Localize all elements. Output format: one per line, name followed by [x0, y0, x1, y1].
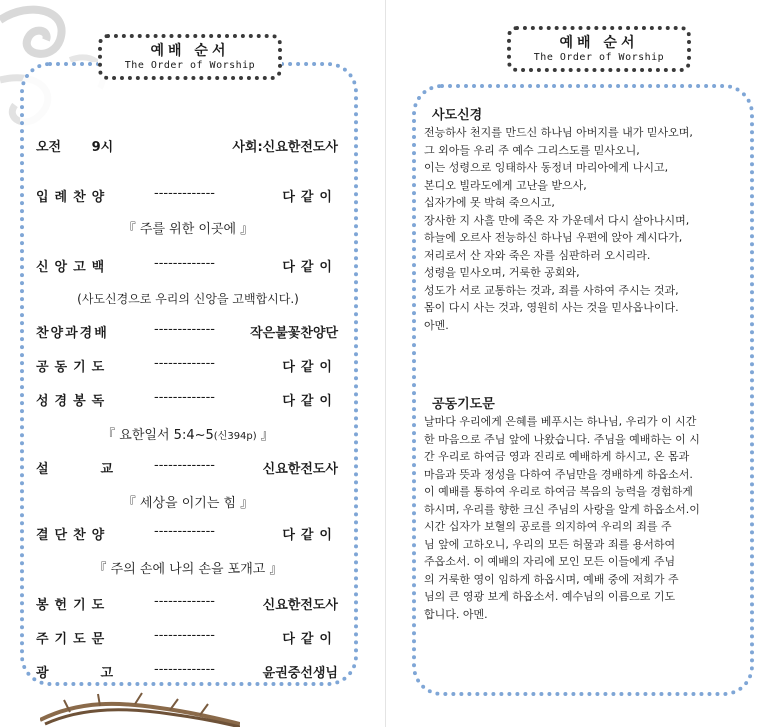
item-value: 신요한전도사 — [262, 462, 338, 477]
order-item — [36, 524, 338, 544]
order-item — [36, 356, 338, 376]
text-line: 십자가에 못 박혀 죽으시고, — [424, 196, 555, 209]
item-value: 다같이 — [282, 394, 338, 409]
order-item — [36, 628, 338, 648]
order-item — [36, 256, 338, 276]
item-dashes: ------------- — [154, 662, 215, 677]
order-item — [36, 322, 338, 342]
creed-title: 사도신경 — [432, 108, 483, 123]
item-dashes: ------------- — [154, 458, 215, 473]
item-label: 신앙고백 — [36, 260, 111, 275]
item-dashes: ------------- — [154, 256, 215, 271]
item-label: 입례찬양 — [36, 190, 111, 205]
item-value: 다같이 — [282, 260, 338, 275]
item-value: 다같이 — [282, 360, 338, 375]
sermon-title: 『 세상을 이기는 힘 』 — [122, 496, 254, 511]
text-line: 마음과 뜻과 정성을 다하여 주님만을 경배하게 하옵소서. — [424, 467, 693, 481]
item-dashes: ------------- — [154, 186, 215, 201]
item-value: 다같이 — [282, 528, 338, 543]
text-line: 하시며, 우리를 향한 크신 주님의 사랑을 알게 하옵소서.이 — [424, 502, 700, 516]
item-dashes: ------------- — [154, 322, 215, 337]
scripture-text: 『 요한일서 5:4~5 — [102, 428, 214, 443]
order-item — [36, 594, 338, 614]
scripture-end: 』 — [256, 428, 274, 443]
item-label: 공동기도 — [36, 360, 111, 375]
text-line: 몸이 다시 사는 것과, 영원히 사는 것을 믿사옵나이다. — [424, 301, 679, 314]
item-dashes: ------------- — [154, 390, 215, 405]
text-line: 이 예배를 통하여 우리로 하여금 복음의 능력을 경험하게 — [424, 485, 693, 498]
prayer-text — [424, 413, 742, 623]
text-line: 성도가 서로 교통하는 것과, 죄를 사하여 주시는 것과, — [424, 283, 679, 297]
text-line: 날마다 우리에게 은혜를 베푸시는 하나님, 우리가 이 시간 — [424, 415, 697, 428]
order-item — [36, 186, 338, 206]
item-label: 찬양과경배 — [36, 326, 109, 341]
header-korean-title: 예배 순서 — [150, 43, 230, 59]
item-value: 신요한전도사 — [262, 598, 338, 613]
text-line: 성령을 믿사오며, 거룩한 공회와, — [424, 266, 580, 279]
text-line: 전능하사 천지를 만드신 하나님 아버지를 내가 믿사오며, — [424, 126, 693, 139]
creed-text — [424, 124, 742, 334]
hymn-title: 『 주를 위한 이곳에 』 — [122, 222, 254, 237]
header-english-title: The Order of Worship — [533, 52, 665, 63]
item-label: 봉헌기도 — [36, 598, 111, 613]
text-line: 님 앞에 고하오니, 우리의 모든 허물과 죄를 용서하여 — [424, 537, 676, 551]
prayer-header — [507, 26, 691, 72]
text-line: 주옵소서. 이 예배의 자리에 모인 모든 이들에게 주님 — [424, 555, 676, 568]
order-item — [36, 458, 338, 478]
order-header — [98, 34, 282, 80]
thorn-crown-illustration — [40, 690, 240, 727]
item-value: 작은불꽃찬양단 — [250, 326, 338, 341]
item-dashes: ------------- — [154, 524, 215, 539]
text-line: 저리로서 산 자와 죽은 자를 심판하러 오시리라. — [424, 248, 651, 262]
time-row — [36, 136, 338, 156]
text-line: 장사한 지 사흘 만에 죽은 자 가운데서 다시 살아나시며, — [424, 213, 690, 227]
text-line: 시간 십자가 보혈의 공로를 의지하여 우리의 죄를 주 — [424, 520, 672, 533]
presider: 사회:신요한전도사 — [232, 140, 338, 155]
scripture-page: (신394p) — [213, 431, 257, 442]
service-time: 오전 9시 — [36, 140, 114, 155]
item-dashes: ------------- — [154, 594, 215, 609]
text-line: 하늘에 오르사 전능하신 하나님 우편에 앉아 계시다가, — [424, 231, 683, 244]
item-value: 다같이 — [282, 632, 338, 647]
response-hymn-title: 『 주의 손에 나의 손을 포개고 』 — [93, 562, 283, 577]
text-line: 의 거룩한 영이 임하게 하옵시며, 예배 중에 저희가 주 — [424, 572, 679, 586]
text-line: 간 우리로 하여금 영과 진리로 예배하게 하시고, 온 몸과 — [424, 450, 690, 463]
item-label: 설교 — [36, 462, 166, 477]
prayer-title: 공동기도문 — [432, 397, 495, 412]
item-label: 주기도문 — [36, 632, 111, 647]
text-line: 한 마음으로 주님 앞에 나왔습니다. 주님을 예배하는 이 시 — [424, 432, 700, 446]
header-korean-title: 예배 순서 — [559, 35, 639, 51]
page-fold — [385, 0, 386, 727]
text-line: 님의 큰 영광 보게 하옵소서. 예수님의 이름으로 기도 — [424, 590, 676, 603]
creed-note: (사도신경으로 우리의 신앙을 고백합시다.) — [77, 292, 299, 306]
scripture-reference — [30, 424, 346, 443]
order-item — [36, 662, 338, 682]
item-label: 성경봉독 — [36, 394, 111, 409]
text-line: 아멘. — [424, 318, 449, 332]
item-label: 결단찬양 — [36, 528, 111, 543]
item-dashes: ------------- — [154, 628, 215, 643]
text-line: 이는 성령으로 잉태하사 동정녀 마리아에게 나시고, — [424, 161, 669, 174]
item-dashes: ------------- — [154, 356, 215, 371]
text-line: 본디오 빌라도에게 고난을 받으사, — [424, 178, 587, 192]
item-value: 윤권중선생님 — [262, 666, 338, 681]
text-line: 합니다. 아멘. — [424, 607, 488, 621]
text-line: 그 외아들 우리 주 예수 그리스도를 믿사오니, — [424, 143, 640, 157]
item-label: 광고 — [36, 666, 166, 681]
order-item — [36, 390, 338, 410]
header-english-title: The Order of Worship — [124, 60, 256, 71]
item-value: 다같이 — [282, 190, 338, 205]
